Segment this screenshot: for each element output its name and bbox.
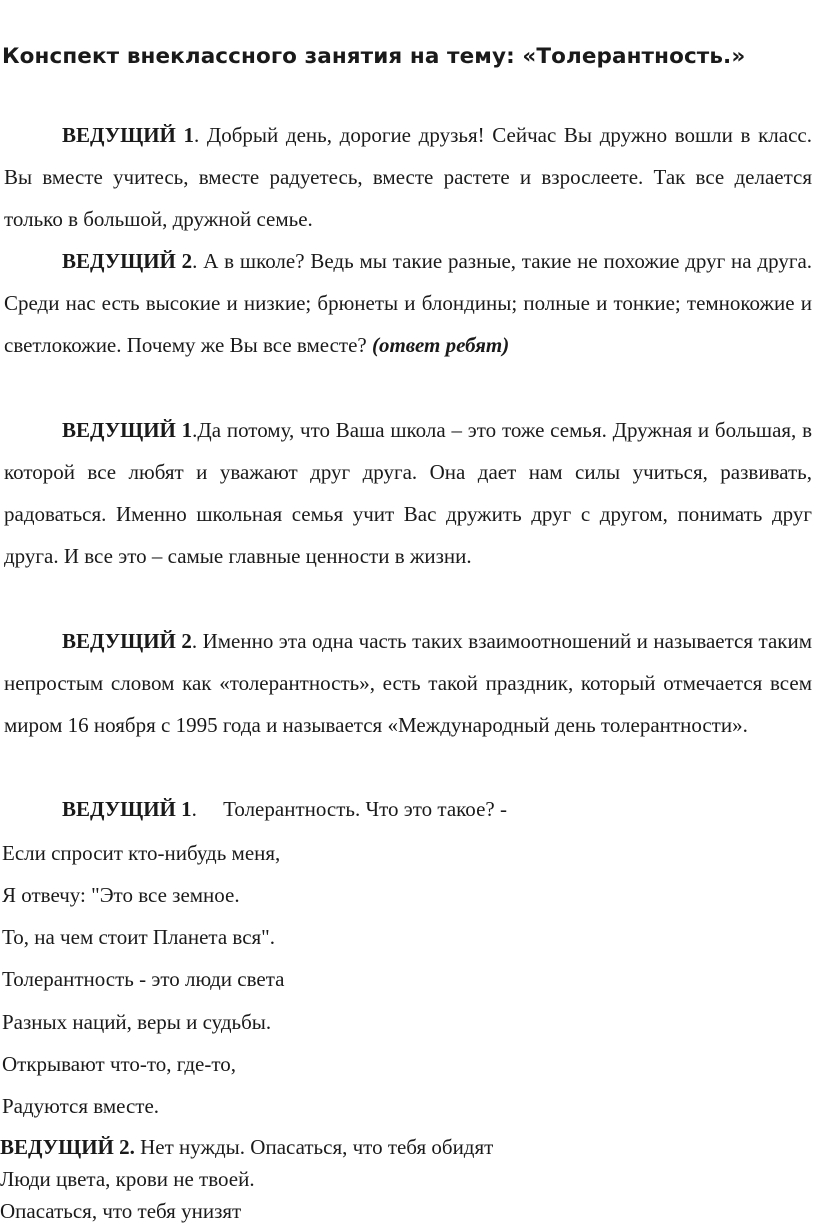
final-block [0, 1131, 812, 1227]
document-title: Конспект внеклассного занятия на тему: «Толерантность.» [2, 44, 746, 69]
speaker-label: ВЕДУЩИЙ 2 [62, 629, 192, 653]
verse-line: Радуются вместе. [2, 1094, 160, 1118]
verse-line: Разных наций, веры и судьбы. [2, 1010, 272, 1034]
verse-line: Если спросит кто-нибудь меня, [2, 841, 281, 865]
paragraph-4 [4, 620, 812, 746]
speaker-label: ВЕДУЩИЙ 1 [62, 418, 193, 442]
verse-line: То, на чем стоит Планета вся". [2, 925, 275, 949]
paragraph-1 [4, 114, 812, 240]
speaker-label: ВЕДУЩИЙ 2 [62, 249, 193, 273]
paragraph-text: . Именно эта одна часть таких взаимоотношений и называется таким непростым словом как «толерантность», есть такой праздник, который отмечается всем миром 16 ноября с 1995 года и называется «Международный день толерантности». [4, 629, 812, 737]
paragraph-2 [4, 240, 812, 366]
final-line: Люди цвета, крови не твоей. [0, 1167, 255, 1191]
final-line: Опасаться, что тебя унизят [0, 1199, 242, 1223]
speaker-label: ВЕДУЩИЙ 2. [0, 1135, 135, 1159]
paragraph-text: .Да потому, что Ваша школа – это тоже семья. Дружная и большая, в которой все любят и уважают друг друга. Она дает нам силы учиться, развивать, радоваться. Именно школьная семья учит Вас дружить друг с другом, понимать друг друга. И все это – самые главные ценности в жизни. [4, 418, 813, 568]
paragraph-text: . Добрый день, дорогие друзья! Сейчас Вы дружно вошли в класс. Вы вместе учитесь, вместе радуетесь, вместе растете и взрослеете. Так все делается только в большой, дружной семье. [4, 123, 812, 231]
final-line-text: Нет нужды. Опасаться, что тебя обидят [134, 1135, 494, 1159]
verse-line: Я отвечу: "Это все земное. [2, 883, 240, 907]
stage-note: (ответ ребят) [371, 333, 510, 357]
verse-line: Толерантность - это люди света [2, 967, 285, 991]
paragraph-3 [4, 409, 812, 577]
speaker-label: ВЕДУЩИЙ 1 [62, 797, 192, 821]
paragraph-text: . А в школе? Ведь мы такие разные, такие не похожие друг на друга. Среди нас есть высокие и низкие; брюнеты и блондины; полные и тонкие; темнокожие и светлокожие. Почему же Вы все вместе? [4, 249, 813, 357]
paragraph-text: . Толерантность. Что это такое? - [191, 797, 507, 821]
verse-line: Открывают что-то, где-то, [2, 1052, 237, 1076]
final-first-line [0, 1131, 812, 1163]
speaker-label: ВЕДУЩИЙ 1 [62, 123, 195, 147]
paragraph-5 [4, 788, 812, 830]
